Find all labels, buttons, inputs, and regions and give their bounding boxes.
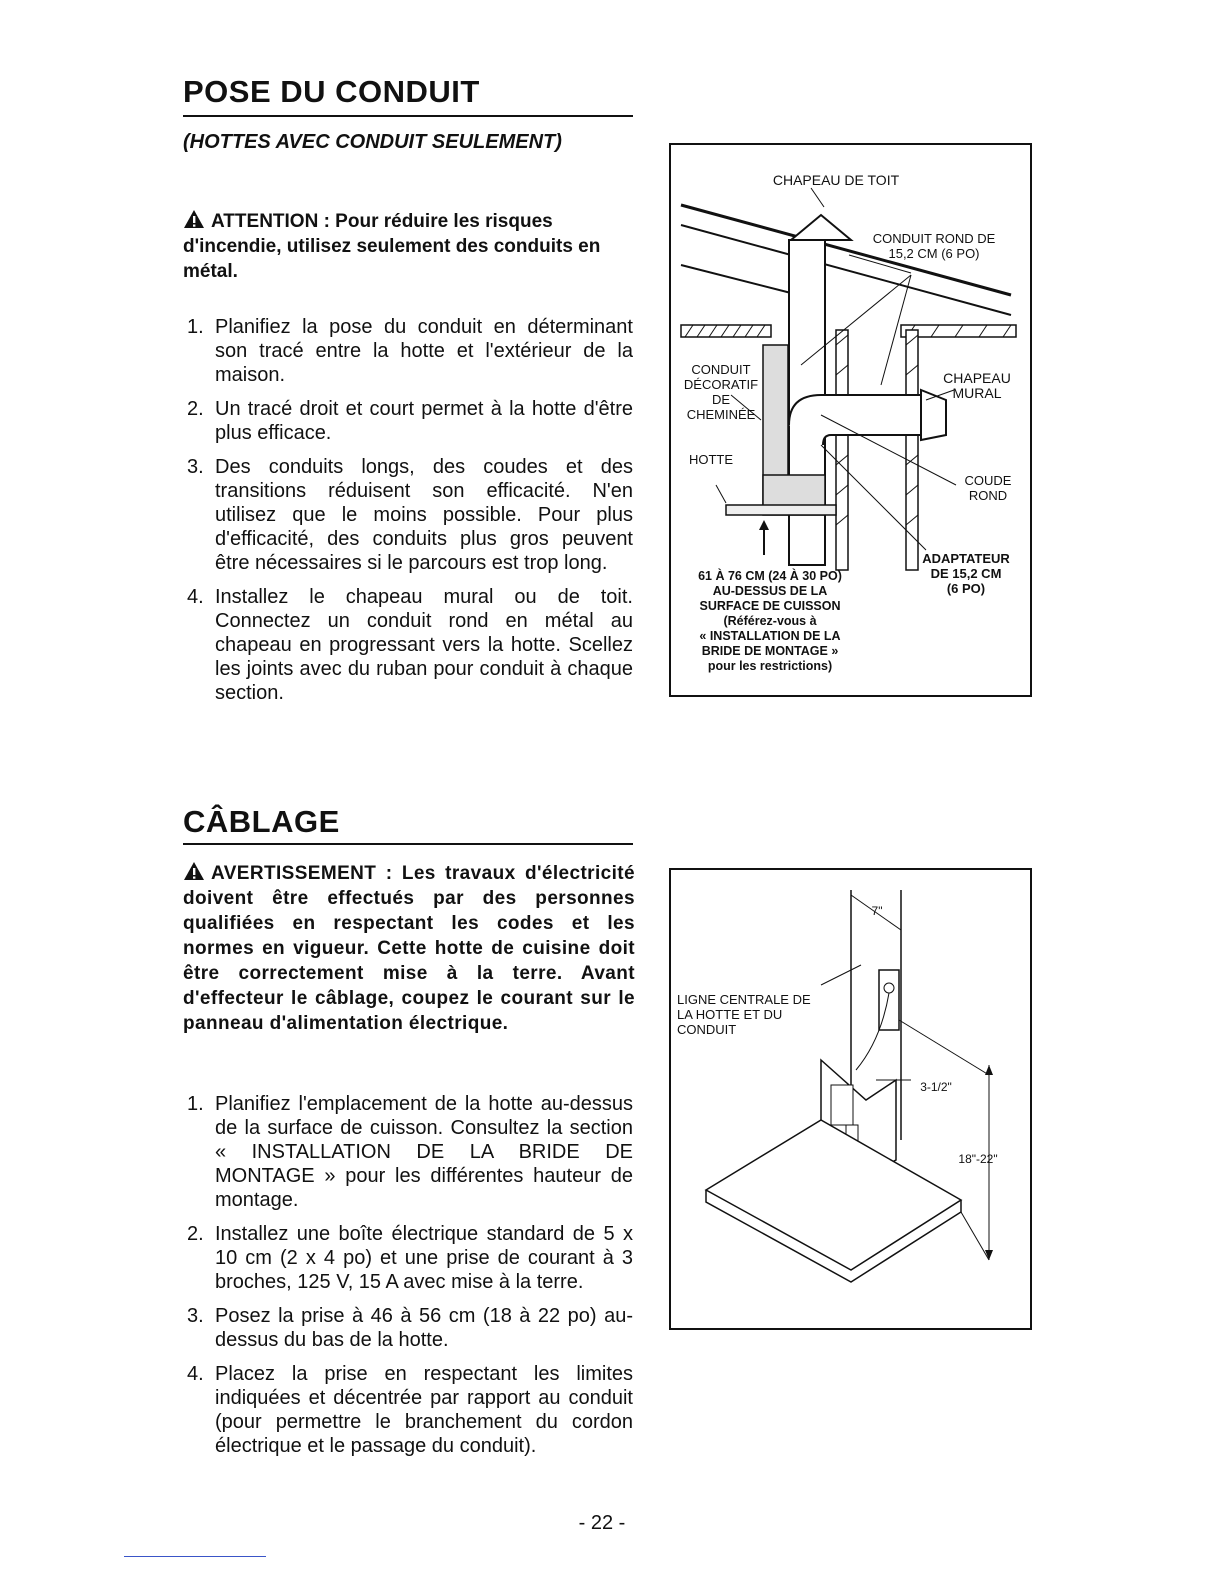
label-dimension-7: 7" (871, 904, 883, 918)
section-title-pose-du-conduit: POSE DU CONDUIT (183, 74, 480, 109)
title-rule (183, 115, 633, 117)
list-item: 1. Planifiez l'emplacement de la hotte au-dessus de la surface de cuisson. Consultez la section « INSTALLATION DE LA BRIDE DE MONTAGE » pour les différentes hauteur de montage. (187, 1093, 633, 1211)
page-number: - 22 - (578, 1512, 626, 1534)
label-roof-cap: CHAPEAU DE TOIT (772, 172, 900, 188)
attention-warning-text: ATTENTION : Pour réduire les risques d'incendie, utilisez seulement des conduits en métal. (183, 211, 601, 282)
list-item: 3. Des conduits longs, des coudes et des transitions réduisent son efficacité. N'en utilisez que le moins possible. Pour plus d'efficacité, des conduits plus gros peuvent être nécessaires si le parcours est trop long. (187, 456, 633, 574)
label-height-note: 61 À 76 CM (24 À 30 PO) AU-DESSUS DE LA SURFACE DE CUISSON (Référez-vous à « INSTALLATION DE LA BRIDE DE MONTAGE » pour les restrictions) (698, 569, 842, 673)
title-rule (183, 843, 633, 845)
list-item: 1. Planifiez la pose du conduit en déterminant son tracé entre la hotte et l'extérieur de la maison. (187, 316, 633, 386)
electrical-warning (183, 861, 635, 1036)
warning-triangle-icon (183, 861, 205, 881)
duct-steps-list (183, 315, 633, 715)
label-dimension-3-1-2: 3-1/2" (920, 1080, 952, 1094)
label-round-duct: CONDUIT ROND DE 15,2 CM (6 PO) (872, 231, 996, 261)
label-chimney-duct: CONDUIT DÉCORATIF DE CHEMINÉE (683, 362, 759, 422)
wiring-figure (669, 868, 1032, 1330)
list-item: 2. Un tracé droit et court permet à la hotte d'être plus efficace. (187, 398, 633, 444)
label-centerline: LIGNE CENTRALE DE LA HOTTE ET DU CONDUIT (677, 992, 811, 1037)
warning-triangle-icon (183, 209, 205, 229)
label-dimension-18-22: 18"-22" (958, 1152, 998, 1166)
section-title-cablage: CÂBLAGE (183, 804, 340, 839)
list-item: 2. Installez une boîte électrique standard de 5 x 10 cm (2 x 4 po) et une prise de courant à 3 broches, 125 V, 15 A avec mise à la terre. (187, 1223, 633, 1293)
wiring-steps-list (183, 1092, 633, 1468)
list-item: 3. Posez la prise à 46 à 56 cm (18 à 22 po) au-dessus du bas de la hotte. (187, 1305, 633, 1351)
footer-rule (124, 1556, 266, 1557)
list-item: 4. Installez le chapeau mural ou de toit. Connectez un conduit rond en métal au chapeau en progressant vers la hotte. Scellez les joints avec du ruban pour conduit à chaque section. (187, 586, 633, 704)
section-subtitle: (HOTTES AVEC CONDUIT SEULEMENT) (183, 131, 562, 153)
electrical-warning-text: AVERTISSEMENT : Les travaux d'électricité doivent être effectués par des personnes qualifiées en respectant les codes et les normes en vigueur. Cette hotte de cuisine doit être correctement mise à la terre. Avant d'effecteur le câblage, coupez le courant sur le panneau d'alimentation électrique. (183, 863, 635, 1034)
duct-installation-figure (669, 143, 1032, 697)
label-elbow: COUDE ROND (964, 473, 1012, 503)
list-item: 4. Placez la prise en respectant les limites indiquées et décentrée par rapport au conduit (pour permettre le branchement du cordon électrique et le passage du conduit). (187, 1363, 633, 1457)
label-adapter: ADAPTATEUR DE 15,2 CM (6 PO) (922, 551, 1010, 596)
label-wall-cap: CHAPEAU MURAL (943, 370, 1011, 401)
label-hood: HOTTE (688, 452, 734, 467)
attention-warning (183, 209, 635, 284)
outlet-placement-illustration (671, 870, 1030, 1328)
